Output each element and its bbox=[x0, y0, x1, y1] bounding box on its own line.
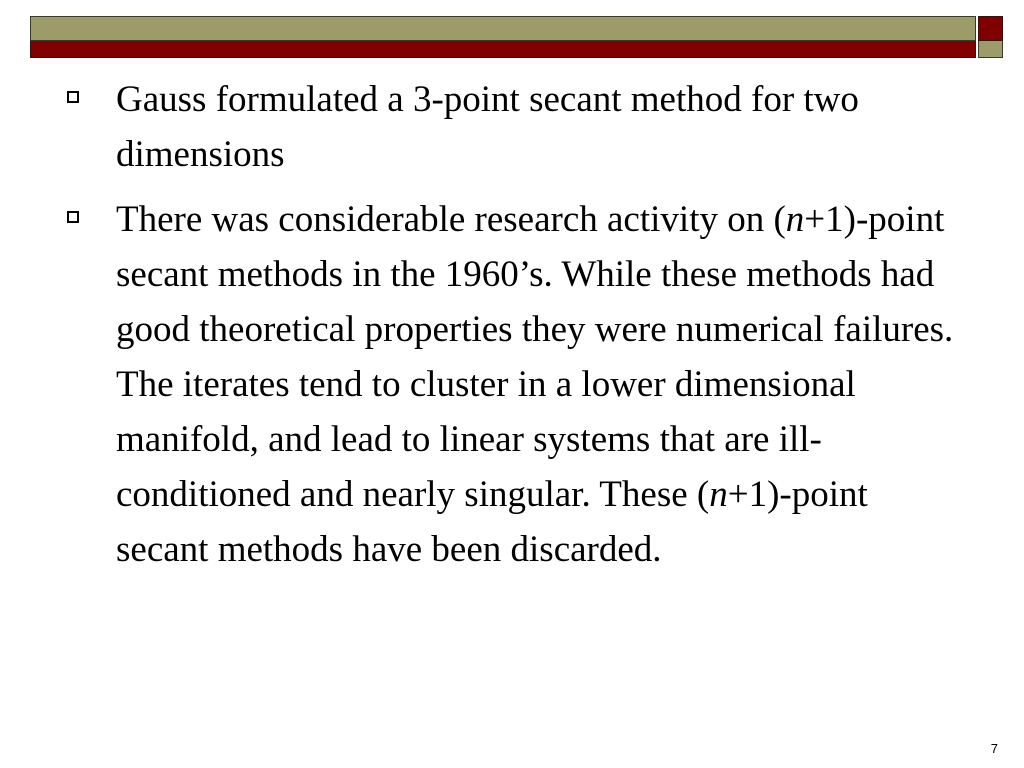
bullet-text-run: +1)-point secant methods have been discarded. bbox=[116, 474, 868, 570]
header-olive-bar bbox=[30, 16, 976, 41]
header-corner-maroon-square bbox=[978, 16, 1003, 41]
bullet-text bbox=[116, 79, 859, 175]
page-number: 7 bbox=[990, 741, 998, 756]
header-maroon-bar bbox=[30, 41, 976, 58]
bullet-list bbox=[60, 72, 960, 587]
bullet-text bbox=[116, 199, 953, 570]
header-corner-olive-square bbox=[978, 41, 1003, 58]
hollow-square-bullet-icon bbox=[67, 211, 79, 223]
bullet-text-run: +1)-point secant methods in the 1960’s. While these methods had good theoretical properties they were numerical failures. The iterates tend to cluster in a lower dimensional manifold, and lead to linear systems that are ill-conditioned and nearly singular. These ( bbox=[116, 199, 954, 515]
bullet-item bbox=[60, 72, 960, 182]
italic-variable: n bbox=[785, 199, 805, 240]
bullet-item bbox=[60, 192, 960, 577]
bullet-text-run: Gauss formulated a 3-point secant method for two dimensions bbox=[116, 79, 859, 175]
hollow-square-bullet-icon bbox=[67, 91, 79, 103]
italic-variable: n bbox=[709, 474, 728, 515]
bullet-text-run: There was considerable research activity on ( bbox=[116, 199, 786, 240]
